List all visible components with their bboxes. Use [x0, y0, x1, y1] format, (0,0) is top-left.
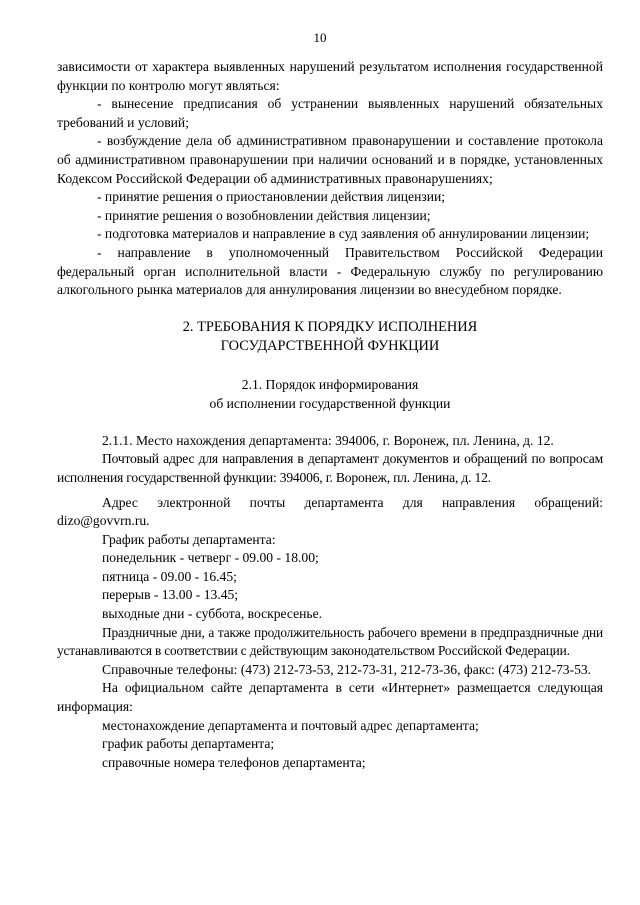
page-number: 10	[313, 30, 327, 45]
paragraph: местонахождение департамента и почтовый адрес департамента;	[102, 717, 479, 733]
paragraph: график работы департамента;	[102, 736, 275, 752]
section-heading: 2. ТРЕБОВАНИЯ К ПОРЯДКУ ИСПОЛНЕНИЯ	[182, 318, 478, 335]
paragraph: Праздничные дни, а также продолжительность рабочего времени в предпраздничные дни устанавливаются в соответствии с действующим законодательством Российской Федерации.	[57, 624, 603, 659]
paragraph: Адрес электронной почты департамента для направления обращений: dizo@govvrn.ru.	[57, 494, 603, 529]
list-item: - направление в уполномоченный Правительством Российской Федерации федеральный орган исполнительной власти - Федеральную службу по регулированию алкогольного рынка материалов для аннулирования лицензии во внесудебном порядке.	[57, 244, 603, 298]
page-body	[57, 58, 603, 772]
paragraph: Почтовый адрес для направления в департамент документов и обращений по вопросам исполнения государственной функции: 394006, г. Воронеж, пл. Ленина, д. 12.	[57, 451, 603, 485]
list-item: - принятие решения о возобновлении действия лицензии;	[97, 207, 431, 223]
paragraph: пятница - 09.00 - 16.45;	[102, 568, 237, 584]
paragraph: справочные номера телефонов департамента;	[102, 754, 366, 770]
paragraph: зависимости от характера выявленных нарушений результатом исполнения государственной функции по контролю могут являться:	[57, 59, 603, 93]
paragraph: перерыв - 13.00 - 13.45;	[102, 587, 239, 603]
list-item: - вынесение предписания об устранении выявленных нарушений обязательных требований и условий;	[57, 96, 603, 130]
paragraph: График работы департамента:	[102, 531, 276, 547]
section-heading-line2: ГОСУДАРСТВЕННОЙ ФУНКЦИИ	[220, 337, 440, 354]
subsection-heading: 2.1. Порядок информирования	[241, 376, 419, 392]
list-item: - возбуждение дела об административном правонарушении и составление протокола об административном правонарушении при наличии оснований и в порядке, установленных Кодексом Российской Федерации об административных правонарушениях;	[57, 133, 603, 186]
paragraph: 2.1.1. Место нахождения департамента: 394006, г. Воронеж, пл. Ленина, д. 12.	[102, 432, 554, 448]
list-item: - принятие решения о приостановлении действия лицензии;	[97, 189, 446, 205]
paragraph: выходные дни - суббота, воскресенье.	[102, 606, 323, 622]
paragraph: понедельник - четверг - 09.00 - 18.00;	[102, 550, 319, 566]
paragraph: На официальном сайте департамента в сети «Интернет» размещается следующая информация:	[57, 680, 603, 715]
list-item: - подготовка материалов и направление в суд заявления об аннулировании лицензии;	[97, 226, 590, 242]
paragraph: Справочные телефоны: (473) 212-73-53, 212-73-31, 212-73-36, факс: (473) 212-73-53.	[102, 661, 592, 677]
subsection-heading-line2: об исполнении государственной функции	[209, 395, 451, 411]
